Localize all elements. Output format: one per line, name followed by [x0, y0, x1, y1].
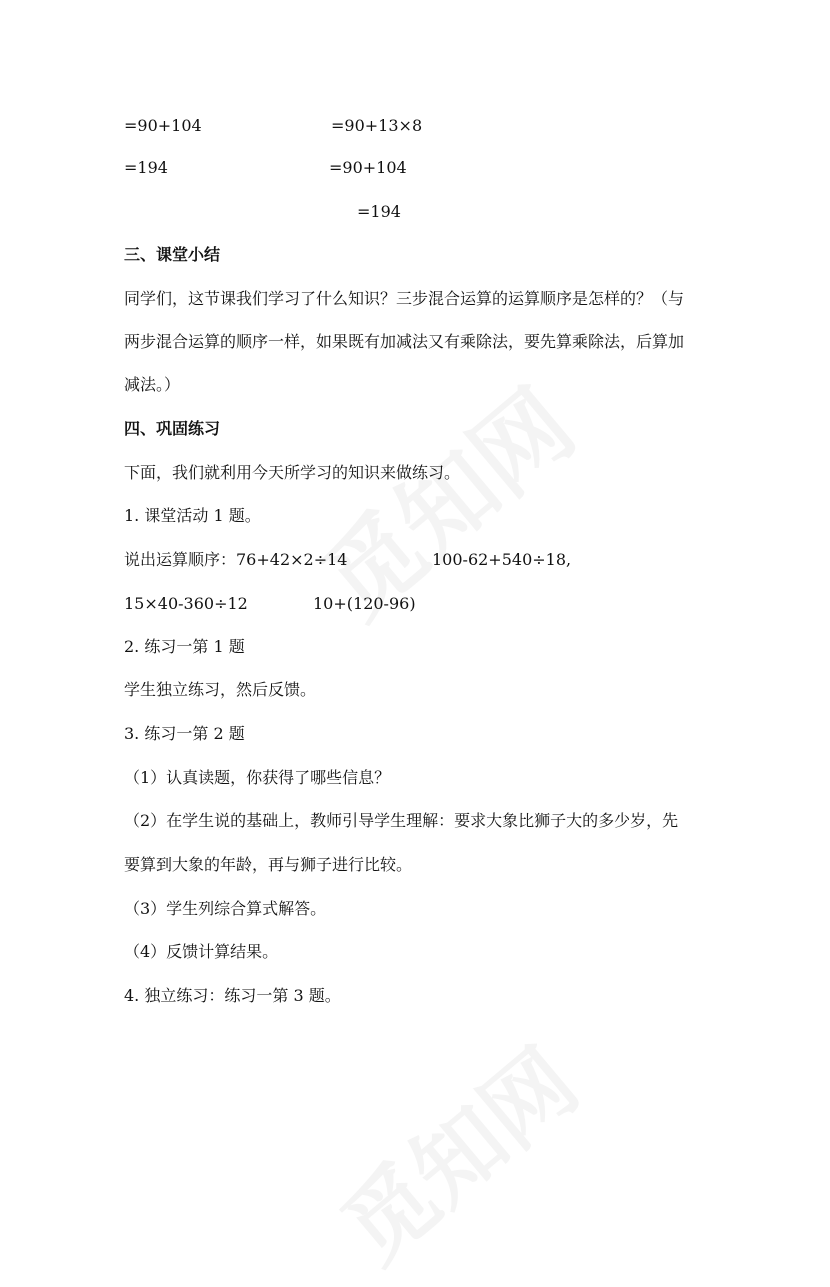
order-expression-1: 说出运算顺序：76+42×2÷14: [124, 550, 348, 569]
summary-paragraph-line-2: 两步混合运算的顺序一样，如果既有加减法又有乘除法，要先算乘除法，后算加: [124, 332, 685, 351]
item-3-sub-2-line-2: 要算到大象的年龄，再与狮子进行比较。: [124, 855, 413, 874]
item-3-sub-2-line-1: （2）在学生说的基础上，教师引导学生理解：要求大象比狮子大的多少岁，先: [124, 811, 679, 830]
order-expression-3: 15×40-360÷12: [124, 594, 248, 613]
calc-left-line-1: =90+104: [124, 116, 202, 135]
item-3-sub-3: （3）学生列综合算式解答。: [124, 899, 327, 918]
section-4-heading: 四、巩固练习: [124, 419, 221, 438]
calc-left-line-2: =194: [124, 158, 168, 177]
item-1: 1. 课堂活动 1 题。: [124, 506, 261, 525]
order-expression-2: 100-62+540÷18,: [432, 550, 572, 569]
item-3-sub-4: （4）反馈计算结果。: [124, 942, 279, 961]
section-3-heading: 三、课堂小结: [124, 245, 221, 264]
item-3: 3. 练习一第 2 题: [124, 724, 245, 743]
practice-intro: 下面，我们就利用今天所学习的知识来做练习。: [124, 463, 461, 482]
watermark-bottom: [310, 1013, 600, 1286]
summary-paragraph-line-3: 减法。）: [124, 375, 181, 394]
calc-right-line-3: =194: [357, 202, 401, 221]
summary-paragraph-line-1: 同学们，这节课我们学习了什么知识？三步混合运算的运算顺序是怎样的？（与: [124, 289, 685, 308]
item-2: 2. 练习一第 1 题: [124, 637, 245, 656]
calc-right-line-1: =90+13×8: [331, 116, 423, 135]
calc-right-line-2: =90+104: [329, 158, 407, 177]
item-4: 4. 独立练习：练习一第 3 题。: [124, 986, 341, 1005]
order-expression-4: 10+(120-96): [313, 594, 416, 613]
item-3-sub-1: （1）认真读题，你获得了哪些信息？: [124, 768, 391, 787]
item-2-text: 学生独立练习，然后反馈。: [124, 680, 317, 699]
